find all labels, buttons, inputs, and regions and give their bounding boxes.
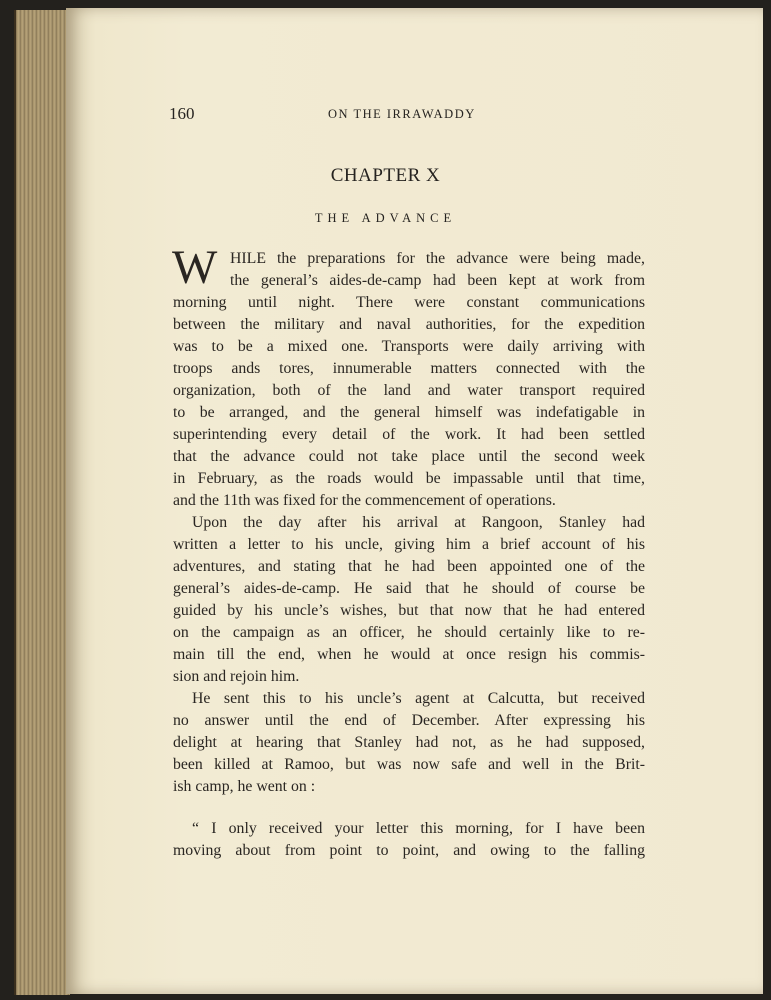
text-line: and the 11th was fixed for the commencement of operations.	[173, 492, 556, 509]
text-line: Upon the day after his arrival at Rangoon, Stanley had	[192, 514, 645, 531]
text-line: troops ands tores, innumerable matters connected with the	[173, 360, 645, 377]
text-line: sion and rejoin him.	[173, 668, 300, 685]
text-line: to be arranged, and the general himself was indefatigable in	[173, 404, 645, 421]
page-number: 160	[169, 104, 195, 123]
running-head: ON THE IRRAWADDY	[328, 107, 476, 121]
text-line: “ I only received your letter this morning, for I have been	[192, 820, 645, 837]
text-line: ish camp, he went on :	[173, 778, 316, 795]
text-line: between the military and naval authorities, for the expedition	[173, 316, 645, 333]
text-line: on the campaign as an officer, he should certainly like to re-	[173, 624, 645, 641]
text-line: HILE the preparations for the advance were being made,	[230, 250, 645, 267]
text-line: that the advance could not take place until the second week	[173, 448, 645, 465]
text-line: main till the end, when he would at once resign his commis-	[173, 646, 645, 663]
text-line: been killed at Ramoo, but was now safe and well in the Brit-	[173, 756, 645, 773]
text-line: adventures, and stating that he had been appointed one of the	[173, 558, 645, 575]
text-line: moving about from point to point, and owing to the falling	[173, 842, 645, 859]
text-line: in February, as the roads would be impassable until that time,	[173, 470, 645, 487]
page-edges	[14, 10, 70, 995]
text-line: morning until night. There were constant communications	[173, 294, 645, 311]
text-line: written a letter to his uncle, giving him a brief account of his	[173, 536, 645, 553]
chapter-title: THE ADVANCE	[314, 211, 457, 225]
text-line: was to be a mixed one. Transports were daily arriving with	[173, 338, 645, 355]
drop-cap: W	[172, 241, 218, 294]
text-line: delight at hearing that Stanley had not, as he had supposed,	[173, 734, 645, 751]
text-line: He sent this to his uncle’s agent at Calcutta, but received	[192, 690, 645, 707]
text-line: general’s aides-de-camp. He said that he should of course be	[173, 580, 645, 597]
text-line: organization, both of the land and water transport required	[173, 382, 645, 399]
text-line: guided by his uncle’s wishes, but that now that he had entered	[173, 602, 645, 619]
chapter-heading: CHAPTER X	[330, 165, 441, 186]
text-line: superintending every detail of the work. It had been settled	[173, 426, 645, 443]
text-line: no answer until the end of December. After expressing his	[173, 712, 645, 729]
text-line: the general’s aides-de-camp had been kept at work from	[230, 272, 645, 289]
